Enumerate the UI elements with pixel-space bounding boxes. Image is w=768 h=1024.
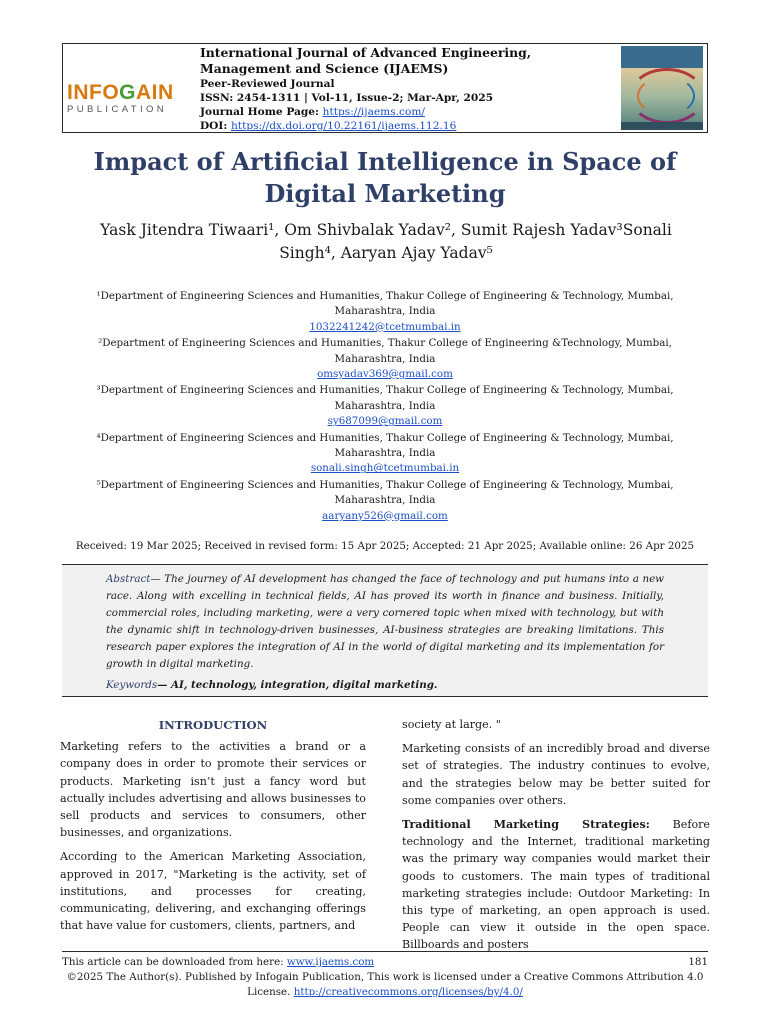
download-link[interactable]: www.ijaems.com <box>286 956 375 968</box>
journal-header: INFOGAIN PUBLICATION International Journal of Advanced Engineering, Management and Science (IJAEMS) Peer-Reviewed Journal ISSN: 2454-1311 | Vol-11, Issue-2; Mar-Apr, 2025 Journal Home Page: https://ijaems.com/ DOI: https://dx.doi.org/10.22161/ijaems.112.16 <box>62 43 708 133</box>
affiliation-block <box>62 289 708 335</box>
paragraph: Marketing refers to the activities a brand or a company does in order to promote their services or products. Marketing isn’t just a fancy word but actually includes advertising and allows businesses to sell products and services to consumers, other businesses, and organizations. <box>60 740 366 840</box>
affiliation-location: Maharashtra, India <box>334 399 436 412</box>
journal-cover-image <box>621 46 703 130</box>
affiliation-department: ³Department of Engineering Sciences and Humanities, Thakur College of Engineering & Technology, Mumbai, <box>96 384 674 397</box>
peer-reviewed-label: Peer-Reviewed Journal <box>200 78 335 90</box>
abstract-label: Abstract <box>106 573 151 585</box>
affiliation-location: Maharashtra, India <box>334 352 436 365</box>
author-email-link[interactable]: sy687099@gmail.com <box>327 415 443 428</box>
left-column <box>60 716 366 941</box>
abstract: Abstract— The journey of AI development has changed the face of technology and put humans into a new race. Along with excelling in technical fields, AI has proved its worth in finance and business. Initially, commercial roles, including marketing, were a very cornered topic when mixed with technology, but with the dynamic shift in technology-driven businesses, AI-business strategies are breaking limitations. This research paper explores the integration of AI in the world of digital marketing and its implementation for growth in digital marketing. <box>106 573 664 670</box>
paragraph: According to the American Marketing Association, approved in 2017, "Marketing is the activity, set of institutions, and processes for creating, communicating, delivering, and exchanging offerings that have value for customers, clients, partners, and <box>60 850 366 933</box>
author-email-link[interactable]: omsyadav369@gmail.com <box>317 368 453 381</box>
license-link[interactable]: http://creativecommons.org/licenses/by/4.0/ <box>293 985 523 998</box>
paragraph: Marketing consists of an incredibly broad and diverse set of strategies. The industry continues to evolve, and the strategies below may be better suited for some companies over others. <box>402 742 710 807</box>
affiliation-block <box>62 431 708 477</box>
page-footer: This article can be downloaded from here: www.ijaems.com 181 ©2025 The Author(s). Published by Infogain Publication, This work is licensed under a Creative Commons Attribution 4.0 License. http://creativecommons.org/licenses/by/4.0/ <box>62 956 708 998</box>
affiliations <box>62 289 708 525</box>
doi-link[interactable]: https://dx.doi.org/10.22161/ijaems.112.16 <box>230 120 457 132</box>
abstract-box <box>62 564 708 697</box>
author-email-link[interactable]: sonali.singh@tcetmumbai.in <box>310 462 460 475</box>
affiliation-department: ²Department of Engineering Sciences and Humanities, Thakur College of Engineering &Technology, Mumbai, <box>98 337 672 350</box>
affiliation-block <box>62 336 708 382</box>
section-heading-introduction: INTRODUCTION <box>158 718 268 732</box>
affiliation-block <box>62 383 708 429</box>
author-email-link[interactable]: aaryany526@gmail.com <box>322 509 448 522</box>
paper-title: Impact of Artificial Intelligence in Space of Digital Marketing <box>93 147 677 208</box>
paragraph: society at large. " <box>402 718 501 731</box>
author-email-link[interactable]: 1032241242@tcetmumbai.in <box>309 320 461 333</box>
keywords-label: Keywords <box>106 679 158 691</box>
affiliation-location: Maharashtra, India <box>334 305 436 318</box>
affiliation-department: ⁴Department of Engineering Sciences and Humanities, Thakur College of Engineering & Technology, Mumbai, <box>96 431 674 444</box>
affiliation-block <box>62 478 708 524</box>
license-text: ©2025 The Author(s). Published by Infogain Publication, This work is licensed under a Creative Commons Attribution 4.0 License. <box>66 971 704 998</box>
footer-divider <box>62 951 708 952</box>
received-dates: Received: 19 Mar 2025; Received in revised form: 15 Apr 2025; Accepted: 21 Apr 2025; Available online: 26 Apr 2025 <box>75 540 695 552</box>
paragraph: Traditional Marketing Strategies: Before technology and the Internet, traditional marketing was the primary way companies would market their goods to customers. The main types of traditional marketing strategies include: Outdoor Marketing: In this type of marketing, an open approach is used. People can view it outside in the open space. Billboards and posters <box>402 818 710 952</box>
affiliation-department: ⁵Department of Engineering Sciences and Humanities, Thakur College of Engineering & Technology, Mumbai, <box>96 478 674 491</box>
page-number: 181 <box>688 956 708 968</box>
issn-line: ISSN: 2454-1311 | Vol-11, Issue-2; Mar-Apr, 2025 <box>200 92 493 104</box>
infogain-logo: INFOGAIN PUBLICATION <box>67 81 174 115</box>
journal-homepage-link[interactable]: https://ijaems.com/ <box>322 106 425 118</box>
keywords: Keywords— AI, technology, integration, digital marketing. <box>106 679 438 691</box>
affiliation-location: Maharashtra, India <box>334 494 436 507</box>
affiliation-location: Maharashtra, India <box>334 447 436 460</box>
journal-title: International Journal of Advanced Engineering, Management and Science (IJAEMS) <box>200 45 532 76</box>
right-column <box>402 716 710 961</box>
author-list: Yask Jitendra Tiwaari¹, Om Shivbalak Yadav², Sumit Rajesh Yadav³Sonali Singh⁴, Aaryan Ajay Yadav⁵ <box>100 221 672 262</box>
affiliation-department: ¹Department of Engineering Sciences and Humanities, Thakur College of Engineering & Technology, Mumbai, <box>96 290 674 302</box>
